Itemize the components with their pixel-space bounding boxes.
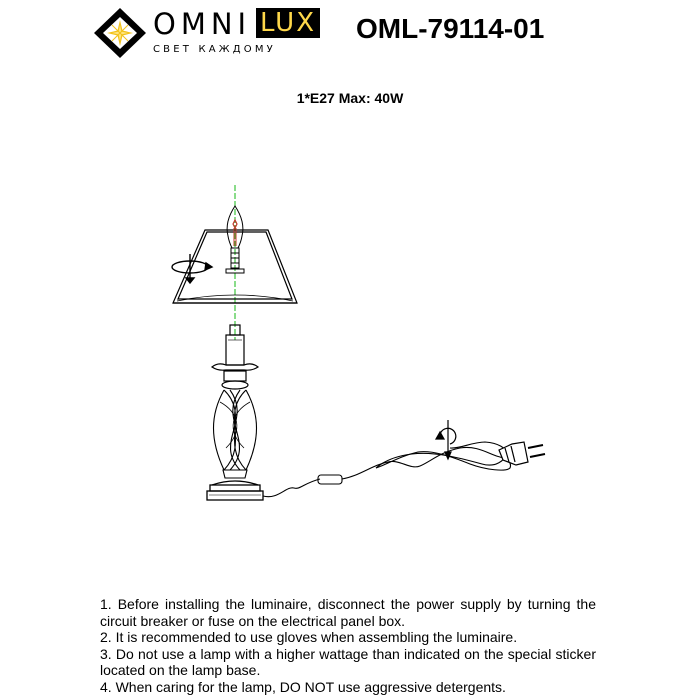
instruction-1: 1. Before installing the luminaire, disconnect the power supply by turning the circuit breaker or fuse on the electrical panel box. — [100, 596, 596, 629]
model-number: OML-79114-01 — [356, 13, 545, 44]
lamp-base — [207, 481, 263, 500]
diamond-star-icon — [94, 8, 146, 58]
bulb-icon — [226, 206, 244, 273]
plug-icon — [499, 442, 545, 465]
lamp-drawing — [160, 180, 560, 510]
power-cord — [263, 442, 511, 497]
instruction-2: 2. It is recommended to use gloves when assembling the luminaire. — [100, 629, 518, 645]
brand-name-lux: LUX — [256, 8, 320, 38]
instruction-4: 4. When caring for the lamp, DO NOT use aggressive detergents. — [100, 678, 506, 695]
brand-name-omni: OMNI — [153, 7, 252, 41]
bulb-spec: 1*E27 Max: 40W — [296, 90, 404, 106]
lamp-body — [214, 390, 257, 478]
instruction-3: 3. Do not use a lamp with a higher wattage than indicated on the special sticker located on the lamp base. — [100, 645, 596, 678]
brand-tagline: СВЕТ КАЖДОМУ — [153, 44, 276, 55]
lamp-stem — [212, 325, 258, 389]
instructions-list — [100, 596, 596, 695]
